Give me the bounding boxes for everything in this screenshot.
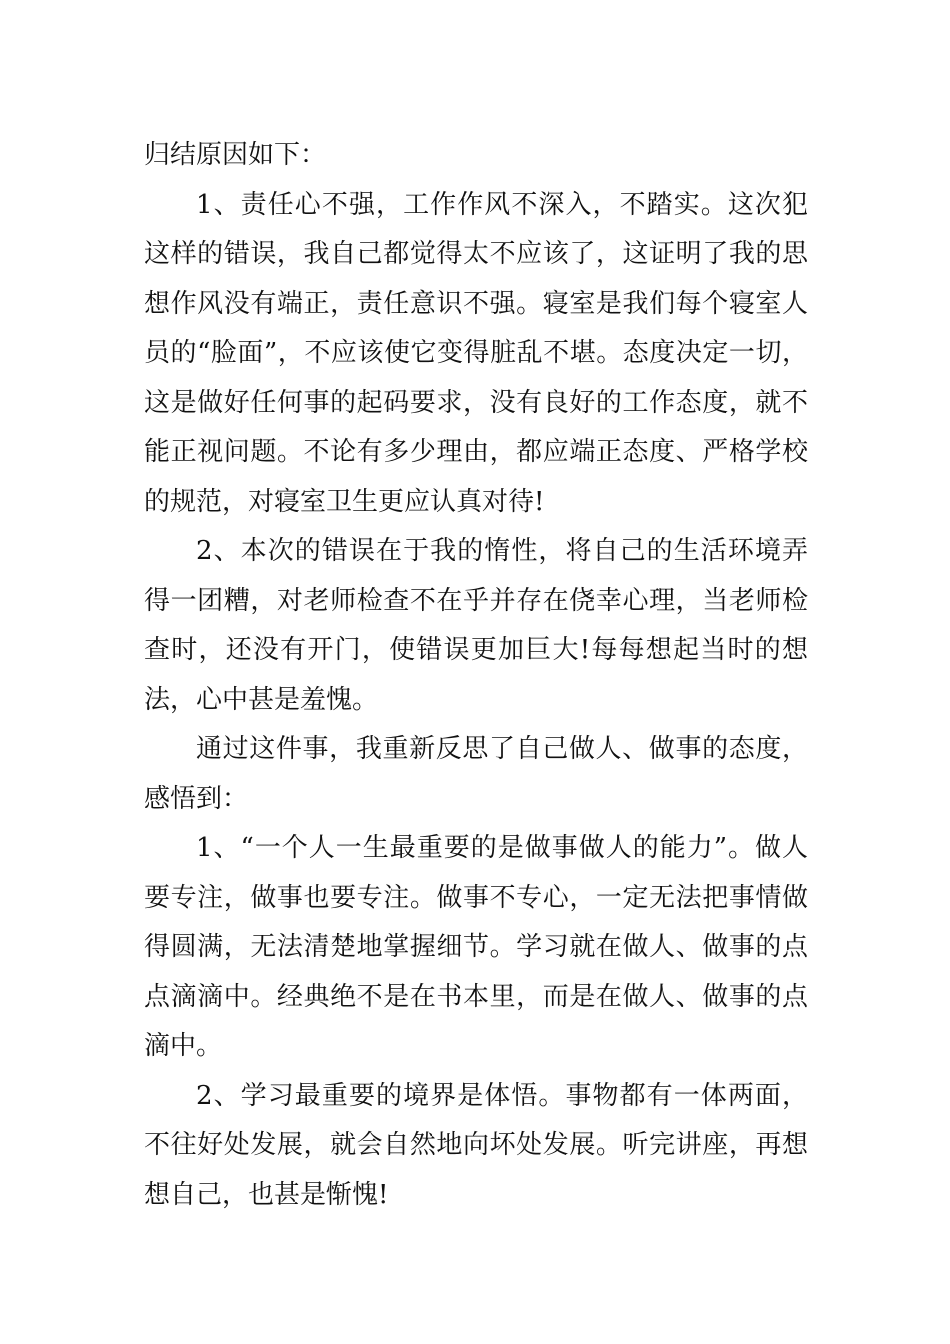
paragraph-reasons-intro: 归结原因如下： (144, 140, 327, 170)
paragraph-reason-2: 2、本次的错误在于我的惰性，将自己的生活环境弄得一团糟，对老师检查不在乎并存在侥幸心理，当老师检查时，还没有开门，使错误更加巨大!每每想起当时的想法，心中甚是羞愧。 (144, 536, 808, 715)
paragraph-insight-2: 2、学习最重要的境界是体悟。事物都有一体两面，不往好处发展，就会自然地向坏处发展。听完讲座，再想想自己，也甚是惭愧! (144, 1080, 808, 1210)
paragraph-reason-1: 1、责任心不强，工作作风不深入，不踏实。这次犯这样的错误，我自己都觉得太不应该了，这证明了我的思想作风没有端正，责任意识不强。寝室是我们每个寝室人员的“脸面”，不应该使它变得脏乱不堪。态度决定一切，这是做好任何事的起码要求，没有良好的工作态度，就不能正视问题。不论有多少理由，都应端正态度、严格学校的规范，对寝室卫生更应认真对待! (144, 189, 808, 517)
paragraph-insight-1: 1、“一个人一生最重要的是做事做人的能力”。做人要专注，做事也要专注。做事不专心，一定无法把事情做得圆满，无法清楚地掌握细节。学习就在做人、做事的点点滴滴中。经典绝不是在书本里，而是在做人、做事的点滴中。 (144, 833, 808, 1061)
paragraph-reflection-intro: 通过这件事，我重新反思了自己做人、做事的态度，感悟到： (144, 734, 808, 814)
document-body (144, 131, 808, 1220)
